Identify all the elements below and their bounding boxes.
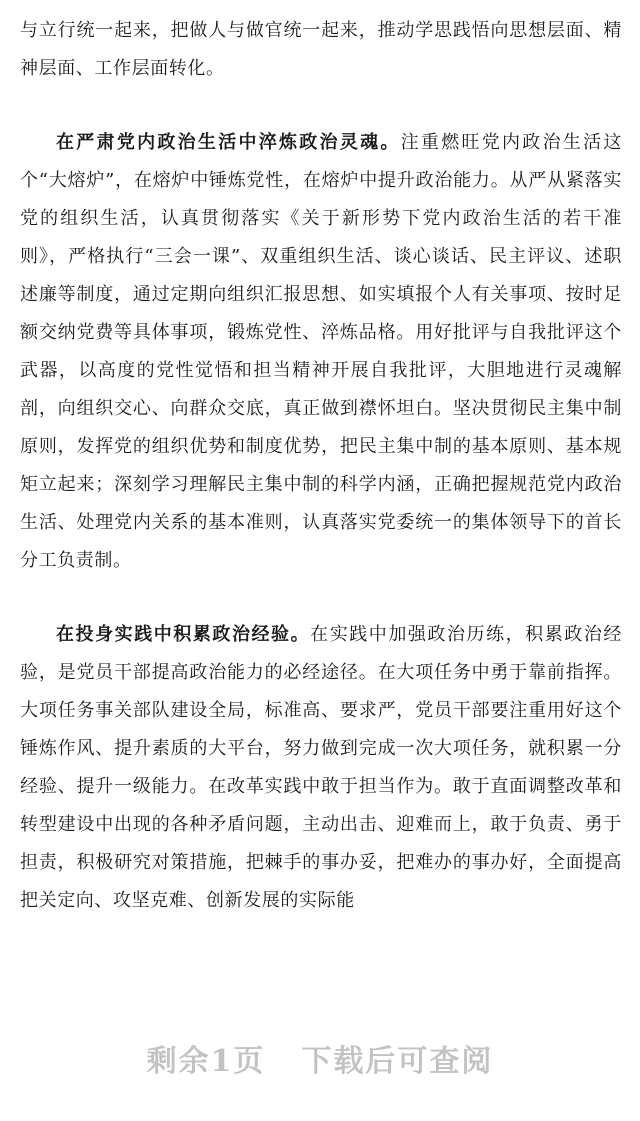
paragraph-text: 注重燃旺党内政治生活这个“大熔炉”，在熔炉中锤炼党性，在熔炉中提升政治能力。从严从紧落实党的组织生活，认真贯彻落实《关于新形势下党内政治生活的若干准则》，严格执行“三会一课”、双重组织生活、谈心谈话、民主评议、述职述廉等制度，通过定期向组织汇报思想、如实填报个人有关事项、按时足额交纳党费等具体事项，锻炼党性、淬炼品格。用好批评与自我批评这个武器，以高度的党性觉悟和担当精神开展自我批评，大胆地进行灵魂解剖，向组织交心、向群众交底，真正做到襟怀坦白。坚决贯彻民主集中制原则，发挥党的组织优势和制度优势，把民主集中制的基本原则、基本规矩立起来；深刻学习理解民主集中制的科学内涵，正确把握规范党内政治生活、处理党内关系的基本准则，认真落实党委统一的集体领导下的首长分工负责制。 <box>20 132 622 571</box>
download-prompt-banner[interactable] <box>0 1036 640 1080</box>
paragraph-text: 在实践中加强政治历练，积累政治经验，是党员干部提高政治能力的必经途径。在大项任务中勇于靠前指挥。大项任务事关部队建设全局，标准高、要求严，党员干部要注重用好这个锤炼作风、提升素质的大平台，努力做到完成一次大项任务，就积累一分经验、提升一级能力。在改革实践中敢于担当作为。敢于直面调整改革和转型建设中出现的各种矛盾问题，主动出击、迎难而上，敢于负责、勇于担责，积极研究对策措施，把棘手的事办妥，把难办的事办好，全面提高把关定向、攻坚克难、创新发展的实际能 <box>20 624 622 911</box>
paragraph-lead-heading: 在投身实践中积累政治经验。 <box>56 624 311 645</box>
paragraph-practice-experience <box>20 616 622 920</box>
download-hint-label: 下载后可查阅 <box>301 1044 494 1079</box>
paragraph-text: 与立行统一起来，把做人与做官统一起来，推动学思践悟向思想层面、精神层面、工作层面转化。 <box>20 20 622 79</box>
paragraph-political-life <box>20 124 622 580</box>
paragraph-continuation <box>20 12 622 88</box>
remaining-pages-label: 剩余1页 <box>146 1044 266 1079</box>
paragraph-lead-heading: 在严肃党内政治生活中淬炼政治灵魂。 <box>56 132 401 153</box>
